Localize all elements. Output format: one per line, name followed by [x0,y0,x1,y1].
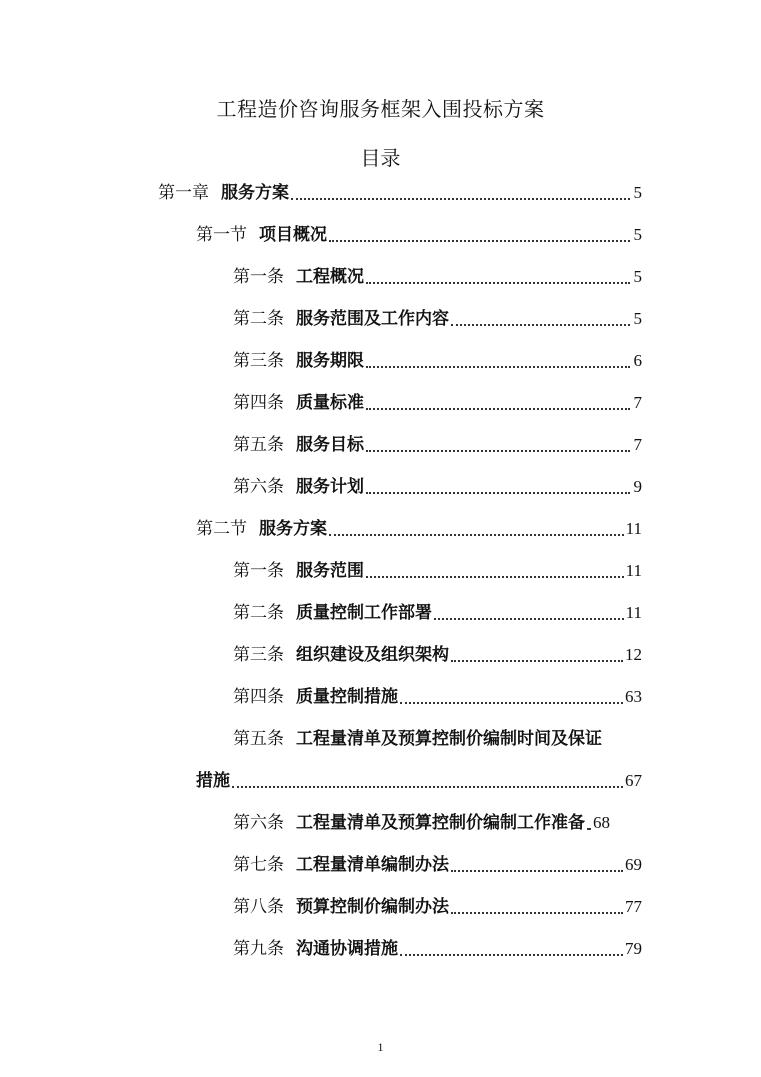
toc-entry-label: 质量控制措施 [296,687,398,707]
toc-entry-page: 7 [633,435,642,454]
toc-leader-dots [366,364,630,368]
toc-leader-dots [366,406,630,410]
toc-entry-page: 5 [633,183,642,202]
toc-leader-dots [451,658,623,662]
toc-entry-article[interactable] [233,600,642,626]
toc-entry-label: 质量控制工作部署 [296,603,432,623]
toc-entry-number: 第三条 [233,351,284,371]
toc-heading: 目录 [360,146,401,170]
document-title: 工程造价咨询服务框架入围投标方案 [216,97,545,121]
toc-leader-dots [329,532,624,536]
toc-entry-number: 第一条 [233,267,284,287]
toc-entry-section[interactable] [196,516,642,542]
toc-leader-dots [587,826,591,830]
toc-entry-label: 预算控制价编制办法 [296,897,449,917]
toc-entry-label: 措施 [196,771,230,791]
toc-entry-label: 质量标准 [296,393,364,413]
toc-entry-article[interactable] [233,936,642,962]
toc-entry-article[interactable] [233,306,642,332]
toc-entry-number: 第三条 [233,645,284,665]
toc-entry-article[interactable] [233,642,642,668]
toc-entry-label: 服务期限 [296,351,364,371]
page-number: 1 [377,1040,384,1054]
toc-entry-page: 11 [625,603,642,622]
toc-entry-page: 63 [625,687,642,706]
toc-leader-dots [400,700,623,704]
toc-entry-number: 第五条 [233,729,284,749]
toc-entry-article[interactable] [233,684,642,710]
toc-leader-dots [366,490,630,494]
toc-entry-article[interactable] [233,390,642,416]
toc-entry-article[interactable] [233,726,642,752]
toc-leader-dots [366,448,630,452]
toc-entry-page: 77 [625,897,642,916]
toc-entry-page: 7 [633,393,642,412]
toc-leader-dots [451,322,630,326]
toc-entry-number: 第一节 [196,225,247,245]
toc-entry-label: 组织建设及组织架构 [296,645,449,665]
toc-entry-page: 5 [633,309,642,328]
toc-leader-dots [451,910,623,914]
toc-entry-article[interactable] [233,474,642,500]
toc-entry-page: 6 [633,351,642,370]
toc-entry-number: 第四条 [233,687,284,707]
toc-entry-page: 9 [633,477,642,496]
toc-entry-number: 第二节 [196,519,247,539]
toc-entry-label: 服务方案 [259,519,327,539]
toc-entry-article[interactable] [233,348,642,374]
toc-entry-number: 第五条 [233,435,284,455]
toc-entry-page: 5 [633,225,642,244]
toc-entry-page: 12 [625,645,642,664]
toc-entry-article[interactable] [233,852,642,878]
toc-entry-label: 沟通协调措施 [296,939,398,959]
toc-entry-number: 第八条 [233,897,284,917]
toc-entry-label: 服务范围及工作内容 [296,309,449,329]
toc-entry-number: 第六条 [233,813,284,833]
toc-entry-number: 第二条 [233,309,284,329]
toc-leader-dots [366,574,624,578]
toc-entry-label: 服务范围 [296,561,364,581]
toc-entry-number: 第六条 [233,477,284,497]
toc-entry-article[interactable] [233,558,642,584]
toc-entry-number: 第一章 [158,183,209,203]
toc-entry-page: 69 [625,855,642,874]
toc-entry-page: 79 [625,939,642,958]
toc-entry-page: 11 [625,561,642,580]
toc-entry-number: 第四条 [233,393,284,413]
toc-leader-dots [366,280,630,284]
toc-entry-continuation[interactable] [196,768,642,794]
toc-entry-label: 工程概况 [296,267,364,287]
toc-entry-chapter[interactable] [158,180,642,206]
toc-leader-dots [451,868,623,872]
toc-entry-article[interactable] [233,264,642,290]
toc-entry-article[interactable] [233,432,642,458]
toc-leader-dots [400,952,623,956]
toc-entry-section[interactable] [196,222,642,248]
toc-entry-page: 5 [633,267,642,286]
toc-entry-label: 工程量清单及预算控制价编制工作准备 [296,813,585,833]
toc-entry-number: 第二条 [233,603,284,623]
toc-leader-dots [329,238,630,242]
toc-entry-label: 服务目标 [296,435,364,455]
toc-leader-dots [232,784,623,788]
toc-leader-dots [434,616,624,620]
toc-entry-number: 第一条 [233,561,284,581]
toc-entry-number: 第九条 [233,939,284,959]
toc-entry-label: 工程量清单编制办法 [296,855,449,875]
toc-entry-number: 第七条 [233,855,284,875]
toc-entry-article[interactable] [233,810,642,836]
toc-entry-label: 工程量清单及预算控制价编制时间及保证 [296,729,602,749]
toc-entry-label: 项目概况 [259,225,327,245]
toc-leader-dots [291,196,630,200]
toc-entry-page: 68 [593,813,610,832]
toc-entry-label: 服务方案 [221,183,289,203]
toc-entry-article[interactable] [233,894,642,920]
toc-entry-page: 11 [625,519,642,538]
toc-entry-page: 67 [625,771,642,790]
toc-entry-label: 服务计划 [296,477,364,497]
